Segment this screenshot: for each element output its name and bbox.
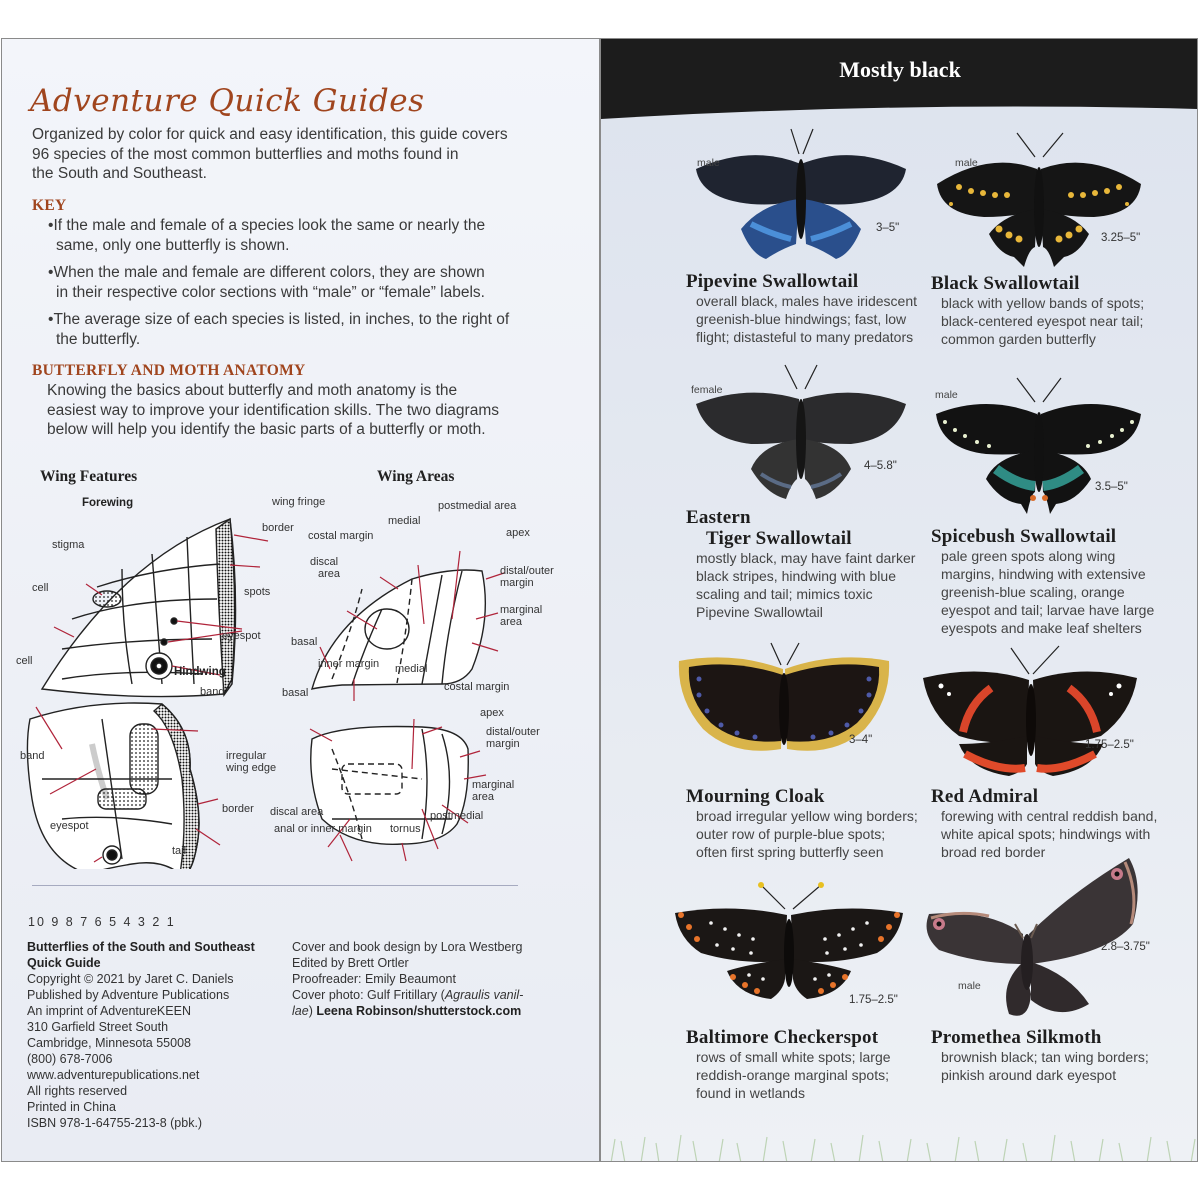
anatomy-heading: BUTTERFLY AND MOTH ANATOMY	[32, 362, 306, 379]
baltimore-checkerspot-photo	[671, 879, 907, 1004]
label-apex: apex	[506, 527, 530, 539]
species-card-baltimore-checkerspot: Baltimore Checkerspot rows of small white spots; large reddish-orange marginal spots; found in wetlands	[686, 1027, 891, 1101]
eastern-tiger-size: 4–5.8"	[864, 460, 897, 472]
label-eyespot-2: eyespot	[50, 820, 89, 832]
spicebush-swallowtail-photo	[931, 374, 1146, 514]
species-card-pipevine: Pipevine Swallowtail overall black, males have iridescent greenish-blue hindwings; fast, low flight; distasteful to many predators	[686, 271, 917, 345]
label-postmedial-area: postmedial area	[438, 500, 517, 512]
promethea-silkmoth-photo	[919, 854, 1147, 1024]
promethea-size: 2.8–3.75"	[1101, 941, 1150, 953]
species-card-eastern-tiger: Eastern Tiger Swallowtail mostly black, may have faint darker black stripes, hindwing with blue scaling and tail; mimics toxic Pipevine Swallowtail	[686, 507, 916, 620]
label-border: border	[262, 522, 294, 534]
left-page	[1, 38, 600, 1162]
label-medial: medial	[388, 515, 421, 527]
spicebush-size: 3.5–5"	[1095, 481, 1128, 493]
forewing-label: Forewing	[82, 497, 134, 509]
key-bullet-3: •The average size of each species is listed, in inches, to the right of the butterfly.	[48, 311, 510, 348]
red-admiral-size: 1.75–2.5"	[1085, 739, 1134, 751]
species-card-promethea: Promethea Silkmoth brownish black; tan wing borders; pinkish around dark eyespot	[931, 1027, 1149, 1083]
label-wing-fringe: wing fringe	[272, 496, 326, 508]
label-discal-area: discal area	[310, 556, 341, 580]
label-band-2: band	[20, 750, 45, 762]
spicebush-sex-label: male	[935, 389, 958, 401]
wing-areas-title: Wing Areas	[377, 468, 455, 485]
hindwing-label: Hindwing	[174, 666, 226, 678]
label-tail: tail	[172, 845, 187, 857]
wing-features-title: Wing Features	[40, 468, 138, 485]
mourning-cloak-size: 3–4"	[849, 734, 873, 746]
promethea-sex-label: male	[958, 980, 981, 992]
label-basal-2: basal	[282, 687, 309, 699]
key-heading: KEY	[32, 197, 67, 214]
label-marginal-area-2: marginal area	[472, 779, 515, 803]
label-distal-outer-margin: distal/outer margin	[500, 565, 554, 589]
label-costal-margin-2: costal margin	[444, 681, 510, 693]
print-line: 10 9 8 7 6 5 4 3 2 1	[28, 915, 176, 929]
baltimore-checkerspot-size: 1.75–2.5"	[849, 994, 898, 1006]
label-eyespot: eyespot	[222, 630, 261, 642]
black-swallowtail-sex-label: male	[955, 157, 978, 169]
divider	[32, 885, 518, 886]
label-border-2: border	[222, 803, 254, 815]
intro-text: Organized by color for quick and easy identification, this guide covers 96 species of the most common butterflies and moths found in the South and Southeast.	[32, 126, 508, 182]
label-band: band	[200, 686, 225, 698]
label-inner-margin: inner margin	[318, 658, 380, 670]
eastern-tiger-swallowtail-photo	[691, 359, 911, 509]
label-tornus: tornus	[390, 823, 421, 835]
label-cell-2: cell	[16, 655, 33, 667]
black-swallowtail-size: 3.25–5"	[1101, 232, 1141, 244]
label-postmedial: postmedial	[430, 810, 484, 822]
key-bullet-2: •When the male and female are different colors, they are shown in their respective color sections with “male” or “female” labels.	[48, 264, 485, 301]
pipevine-swallowtail-photo	[691, 124, 911, 269]
right-page	[600, 38, 1198, 1162]
label-spots: spots	[244, 586, 271, 598]
colophon-right: Cover and book design by Lora Westberg Edited by Brett Ortler Proofreader: Emily Beaumont Cover photo: Gulf Fritillary (Agraulis vanil- lae) Leena Robinson/shutterstock.com	[292, 940, 524, 1018]
species-card-black-swallowtail: Black Swallowtail black with yellow bands of spots; black-centered eyespot near tail; common garden butterfly	[931, 273, 1145, 347]
eastern-tiger-sex-label: female	[691, 384, 723, 396]
pipevine-sex-label: male	[697, 157, 720, 169]
label-apex-2: apex	[480, 707, 504, 719]
label-anal-inner-margin: anal or inner margin	[274, 823, 372, 835]
label-discal-area-2: discal area	[270, 806, 324, 818]
pipevine-size: 3–5"	[876, 222, 900, 234]
label-costal-margin: costal margin	[308, 530, 374, 542]
label-stigma: stigma	[52, 539, 85, 551]
label-irregular-edge: irregular wing edge	[226, 750, 277, 774]
label-marginal-area: marginal area	[500, 604, 543, 628]
mourning-cloak-photo	[673, 639, 895, 769]
label-basal: basal	[291, 636, 318, 648]
grass-decoration	[601, 1119, 1198, 1162]
species-card-mourning-cloak: Mourning Cloak broad irregular yellow wing borders; outer row of purple-blue spots; often first spring butterfly seen	[686, 786, 918, 860]
guide-title: Adventure Quick Guides	[30, 83, 425, 119]
colophon-left: Butterflies of the South and Southeast Quick Guide Copyright © 2021 by Jaret C. Daniels Published by Adventure Publications An imprint of AdventureKEEN 310 Garfield Street South Cambridge, Minnesota 55008 (800) 678-7006 www.adventurepublications.net All rights reserved Printed in China ISBN 978-1-64755-213-8 (pbk.)	[27, 940, 255, 1130]
black-swallowtail-photo	[929, 129, 1149, 269]
label-cell: cell	[32, 582, 49, 594]
section-title: Mostly black	[839, 57, 961, 82]
label-medial-2: medial	[395, 663, 428, 675]
key-bullet-1: •If the male and female of a species look the same or nearly the same, only one butterfly is shown.	[48, 217, 486, 254]
anatomy-text: Knowing the basics about butterfly and moth anatomy is the easiest way to improve your identification skills. The two diagrams below will help you identify the basic parts of a butterfly or moth.	[47, 382, 499, 438]
species-card-red-admiral: Red Admiral forewing with central reddish band, white apical spots; hindwings with broad red border	[931, 786, 1158, 860]
species-card-spicebush: Spicebush Swallowtail pale green spots along wing margins, hindwing with extensive greenish-blue scaling, orange eyespot and tail; larvae have large eyespots and make leaf shelters	[931, 526, 1155, 636]
red-admiral-photo	[919, 644, 1141, 779]
label-distal-outer-margin-2: distal/outer margin	[486, 726, 540, 750]
